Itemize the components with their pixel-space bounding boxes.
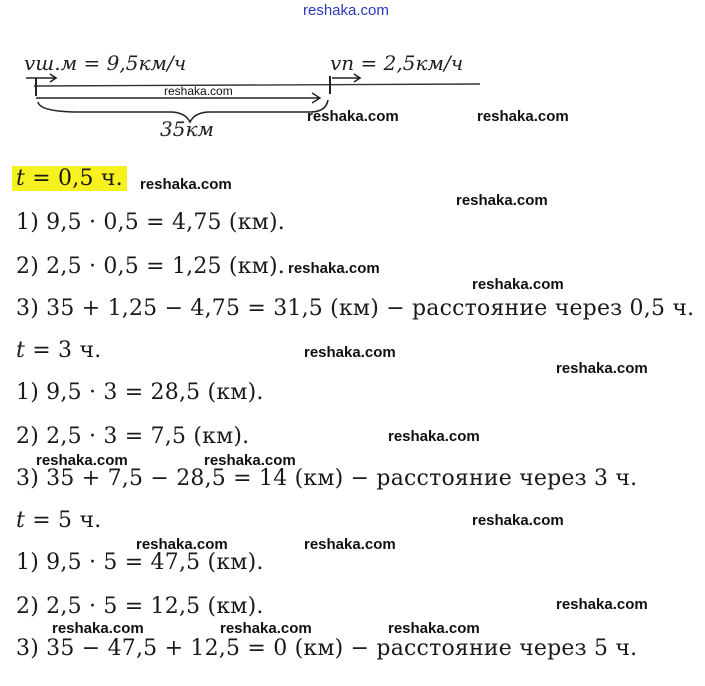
solution-step: 2) 2,5 · 3 = 7,5 (км). bbox=[16, 424, 250, 449]
watermark: reshaka.com bbox=[304, 536, 396, 553]
watermark: reshaka.com bbox=[52, 620, 144, 637]
watermark: reshaka.com bbox=[140, 176, 232, 193]
section-heading: 𝑡 = 5 ч. bbox=[16, 508, 102, 533]
watermark: reshaka.com bbox=[556, 360, 648, 377]
watermark: reshaka.com bbox=[472, 512, 564, 529]
solution-step: 3) 35 − 47,5 + 12,5 = 0 (км) − расстояние через 5 ч. bbox=[16, 636, 638, 661]
watermark: reshaka.com bbox=[472, 276, 564, 293]
solution-step: 2) 2,5 · 0,5 = 1,25 (км). bbox=[16, 254, 285, 279]
solution-step: 3) 35 + 1,25 − 4,75 = 31,5 (км) − расстояние через 0,5 ч. bbox=[16, 296, 695, 321]
solution-step: 2) 2,5 · 5 = 12,5 (км). bbox=[16, 594, 264, 619]
solution-step: 1) 9,5 · 0,5 = 4,75 (км). bbox=[16, 210, 285, 235]
watermark: reshaka.com bbox=[456, 192, 548, 209]
boat-speed-label: 𝑣п = 2,5км/ч bbox=[330, 51, 464, 75]
solution-step: 1) 9,5 · 5 = 47,5 (км). bbox=[16, 550, 264, 575]
watermark: reshaka.com bbox=[307, 108, 399, 125]
pedestrian-speed-label: 𝑣ш.м = 9,5км/ч bbox=[24, 51, 187, 75]
solution-step: 1) 9,5 · 3 = 28,5 (км). bbox=[16, 380, 264, 405]
watermark: reshaka.com bbox=[388, 620, 480, 637]
watermark: reshaka.com bbox=[388, 428, 480, 445]
time-heading-highlighted: 𝑡 = 0,5 ч. bbox=[12, 166, 127, 191]
motion-sketch bbox=[20, 40, 490, 140]
watermark: reshaka.com bbox=[220, 620, 312, 637]
site-title: reshaka.com bbox=[303, 2, 389, 19]
section-heading bbox=[16, 166, 127, 191]
solution-step: 3) 35 + 7,5 − 28,5 = 14 (км) − расстояние через 3 ч. bbox=[16, 466, 638, 491]
watermark: reshaka.com bbox=[477, 108, 569, 125]
section-heading: 𝑡 = 3 ч. bbox=[16, 338, 102, 363]
watermark: reshaka.com bbox=[304, 344, 396, 361]
watermark: reshaka.com bbox=[36, 452, 128, 469]
watermark: reshaka.com bbox=[204, 452, 296, 469]
watermark: reshaka.com bbox=[164, 84, 233, 98]
watermark: reshaka.com bbox=[136, 536, 228, 553]
watermark: reshaka.com bbox=[556, 596, 648, 613]
watermark: reshaka.com bbox=[288, 260, 380, 277]
distance-label: 35км bbox=[160, 117, 214, 140]
